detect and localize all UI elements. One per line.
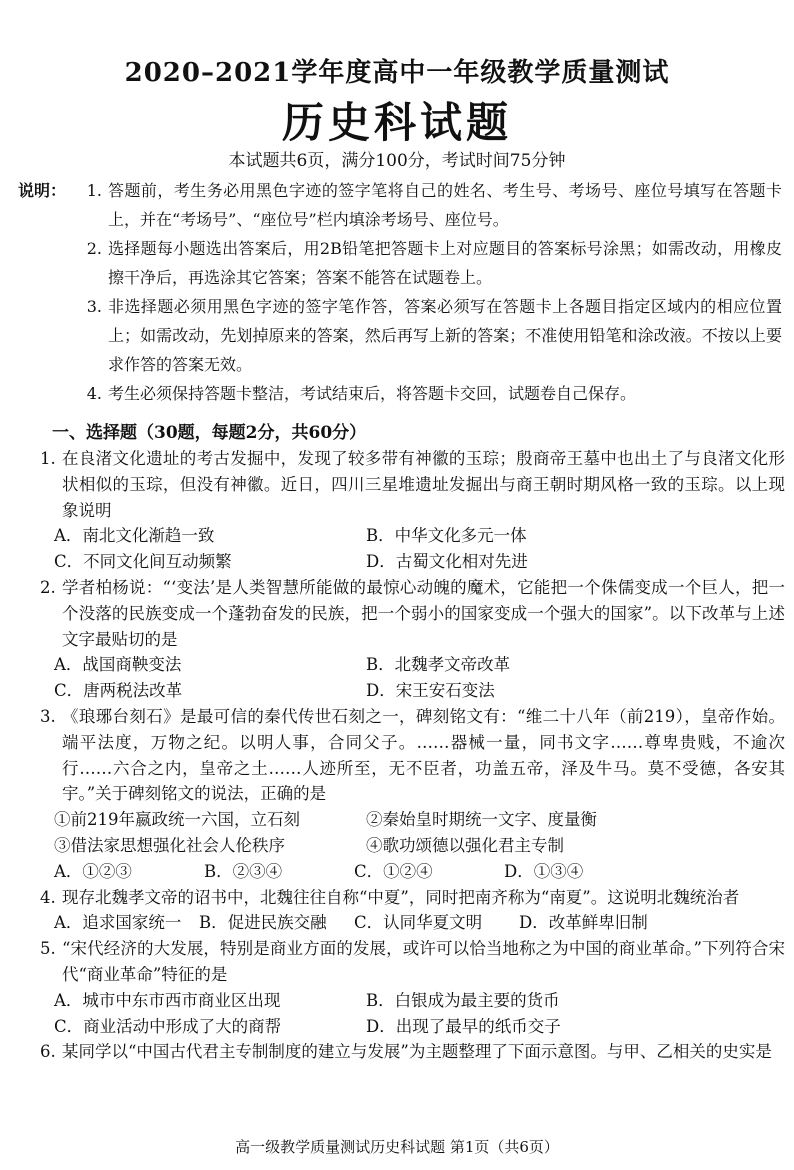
question-list — [40, 446, 785, 1065]
subject-title: 历史科试题 — [281, 98, 512, 147]
exam-subtitle: 本试题共6页，满分100分，考试时间75分钟 — [228, 151, 566, 171]
option-c: C．唐两税法改革 — [54, 681, 183, 701]
question-stem: 某同学以“中国古代君主专制制度的建立与发展”为主题整理了下面示意图。与甲、乙相关的史实是 — [62, 1042, 772, 1062]
option-a: A．南北文化渐趋一致 — [54, 526, 215, 546]
question-number: 5. — [40, 939, 56, 959]
question-stem: “宋代经济的大发展，特别是商业方面的发展，或许可以恰当地称之为中国的商业革命。”下列符合宋代“商业革命”特征的是 — [62, 939, 785, 984]
question-3-options — [40, 859, 785, 885]
question-number: 3. — [40, 706, 56, 726]
instruction-number: 4. — [86, 384, 102, 403]
question-1-options — [40, 523, 785, 575]
question-4 — [40, 885, 785, 911]
question-number: 6. — [40, 1042, 56, 1062]
option-b: B．②③④ — [204, 861, 283, 881]
option-b: B．中华文化多元一体 — [366, 526, 527, 546]
instruction-item — [76, 234, 782, 292]
question-stem: 学者柏杨说：“‘变法’是人类智慧所能做的最惊心动魄的魔术，它能把一个侏儒变成一个巨人，把一个没落的民族变成一个蓬勃奋发的民族，把一个弱小的国家变成一个强大的国家”。以下改革与上述文字最贴切的是 — [62, 577, 785, 649]
option-a: A．追求国家统一 — [54, 913, 182, 933]
instruction-number: 2. — [86, 239, 102, 258]
exam-title: 2020–2021学年度高中一年级教学质量测试 — [124, 58, 670, 88]
option-d: D．宋王安石变法 — [366, 681, 495, 701]
option-b: B．白银成为最主要的货币 — [366, 990, 560, 1010]
instruction-text: 答题前，考生务必用黑色字迹的签字笔将自己的姓名、考生号、考场号、座位号填写在答题卡上，并在“考场号”、“座位号”栏内填涂考场号、座位号。 — [108, 181, 782, 229]
question-number: 2. — [40, 577, 56, 597]
question-2 — [40, 575, 785, 652]
question-3 — [40, 704, 785, 807]
statement-4: ④歌功颂德以强化君主专制 — [366, 835, 564, 855]
instruction-text: 考生必须保持答题卡整洁，考试结束后，将答题卡交回，试题卷自己保存。 — [108, 384, 637, 403]
option-b: B．促进民族交融 — [199, 913, 327, 933]
instructions — [18, 176, 782, 408]
statement-2: ②秦始皇时期统一文字、度量衡 — [366, 810, 597, 830]
instruction-text: 选择题每小题选出答案后，用2B铅笔把答题卡上对应题目的答案标号涂黑；如需改动，用橡皮擦干净后，再选涂其它答案；答案不能答在试题卷上。 — [108, 239, 782, 287]
option-d: D．改革鲜卑旧制 — [519, 913, 648, 933]
question-5 — [40, 936, 785, 988]
section-title: 一、选择题（30题，每题2分，共60分） — [52, 423, 367, 443]
question-number: 4. — [40, 887, 56, 907]
instruction-item — [76, 379, 782, 408]
option-d: D．古蜀文化相对先进 — [366, 552, 528, 572]
option-a: A．战国商鞅变法 — [54, 655, 182, 675]
statement-3: ③借法家思想强化社会人伦秩序 — [54, 835, 285, 855]
question-stem: 《琅琊台刻石》是最可信的秦代传世石刻之一，碑刻铭文有：“维二十八年（前219），皇帝作始。端平法度，万物之纪。以明人事，合同父子。……器械一量，同书文字……尊卑贵贱，不逾次行……六合之内，皇帝之土……人迹所至，无不臣者，功盖五帝，泽及牛马。莫不受德，各安其宇。”关于碑刻铭文的说法，正确的是 — [62, 706, 785, 804]
instruction-number: 3. — [86, 297, 102, 316]
instruction-item — [76, 176, 782, 234]
question-5-options — [40, 988, 785, 1040]
option-a: A．城市中东市西市商业区出现 — [54, 990, 281, 1010]
question-6 — [40, 1039, 785, 1065]
option-b: B．北魏孝文帝改革 — [366, 655, 511, 675]
statement-1: ①前219年嬴政统一六国，立石刻 — [54, 810, 300, 830]
instructions-label: 说明： — [18, 181, 67, 200]
instruction-item — [76, 292, 782, 379]
instruction-text: 非选择题必须用黑色字迹的签字笔作答，答案必须写在答题卡上各题目指定区域内的相应位置上；如需改动，先划掉原来的答案，然后再写上新的答案；不准使用铅笔和涂改液。不按以上要求作答的答案无效。 — [108, 297, 782, 374]
option-c: C．认同华夏文明 — [354, 913, 483, 933]
option-c: C．不同文化间互动频繁 — [54, 552, 232, 572]
instruction-number: 1. — [86, 181, 102, 200]
option-d: D．①③④ — [504, 861, 584, 881]
question-stem: 现存北魏孝文帝的诏书中，北魏往往自称“中夏”，同时把南齐称为“南夏”。这说明北魏统治者 — [62, 887, 740, 907]
option-a: A．①②③ — [54, 861, 132, 881]
question-4-options — [40, 910, 785, 936]
question-stem: 在良渚文化遗址的考古发掘中，发现了较多带有神徽的玉琮；殷商帝王墓中也出土了与良渚文化形状相似的玉琮，但没有神徽。近日，四川三星堆遗址发掘出与商王朝时期风格一致的玉琮。以上现象说明 — [62, 449, 785, 520]
question-2-options — [40, 652, 785, 704]
option-c: C．商业活动中形成了大的商帮 — [54, 1016, 282, 1036]
question-number: 1. — [40, 449, 56, 468]
page-footer: 高一级教学质量测试历史科试题 第1页（共6页） — [235, 1138, 559, 1156]
option-c: C．①②④ — [354, 861, 433, 881]
question-1 — [40, 446, 785, 523]
question-3-statements — [40, 807, 785, 859]
option-d: D．出现了最早的纸币交子 — [366, 1016, 561, 1036]
